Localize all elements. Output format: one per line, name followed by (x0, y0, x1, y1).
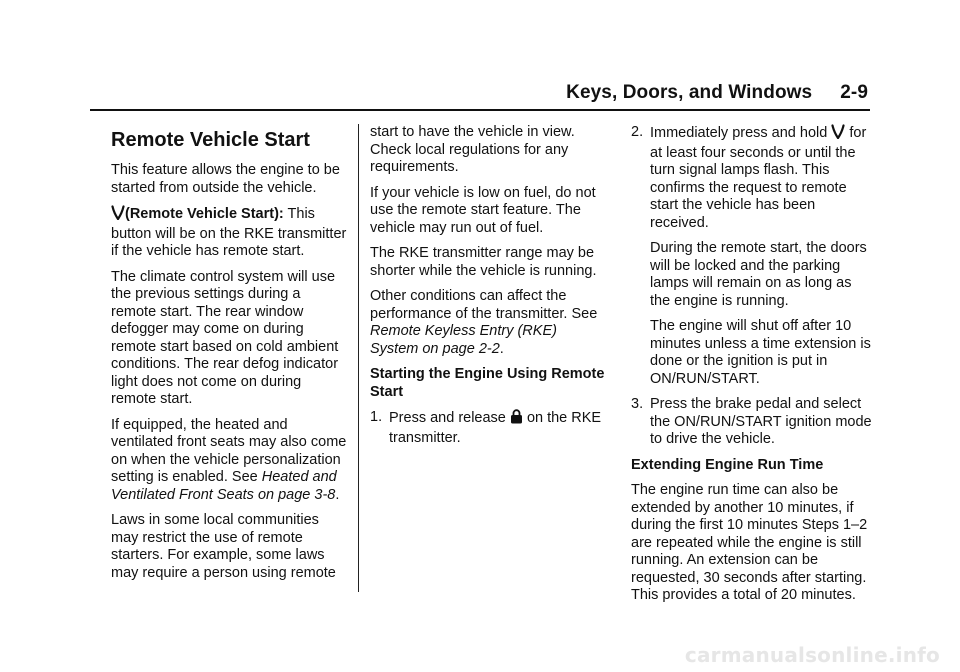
paragraph: If your vehicle is low on fuel, do not use the remote start feature. The vehicle may run out of fuel. (370, 184, 596, 236)
step-text: Press and release (389, 410, 506, 426)
watermark: carmanualsonline.info (684, 643, 940, 667)
section-title: Remote Vehicle Start (111, 129, 310, 151)
period: . (335, 486, 340, 503)
cross-reference: Heated and Ventilated Front Seats on page 3-8 (111, 469, 337, 503)
remote-start-icon (111, 205, 125, 226)
column-3 (631, 124, 875, 613)
header-rule (90, 109, 870, 111)
step-text: for at least four seconds or until the turn signal lamps flash. This confirms the request to remote start the vehicle has been received. (650, 125, 867, 231)
paragraph: start to have the vehicle in view. Check local regulations for any requirements. (370, 124, 575, 175)
subheading: Starting the Engine Using Remote Start (370, 366, 605, 400)
paragraph-text: Other conditions can affect the performance of the transmitter. See (370, 288, 598, 322)
cross-reference: Remote Keyless Entry (RKE) System on page 2-2 (370, 323, 557, 357)
paragraph-text: This button will be on the RKE transmitter if the vehicle has remote start. (111, 206, 347, 259)
column-divider (358, 124, 359, 592)
step-number: 1. (370, 409, 383, 425)
column-1 (111, 124, 347, 590)
paragraph-text: If equipped, the heated and ventilated front seats may also come on when the vehicle personalization setting is enabled. See (111, 416, 347, 485)
lock-icon (510, 409, 523, 430)
remote-start-icon (831, 124, 845, 145)
step-text: Press the brake pedal and select the ON/RUN/START ignition mode to drive the vehicle. (650, 396, 872, 447)
paragraph: The engine will shut off after 10 minutes unless a time extension is done or the ignition is put in ON/RUN/START. (650, 318, 871, 387)
paragraph: The climate control system will use the previous settings during a remote start. The rear window defogger may come on during remote start based on cold ambient conditions. The rear defog indicator light does not come on during remote start. (111, 268, 339, 407)
step-2 (631, 124, 875, 232)
step-number: 2. (631, 124, 644, 140)
step-text: on the RKE transmitter. (389, 410, 602, 446)
paragraph (111, 417, 347, 505)
step-text: Immediately press and hold (650, 125, 828, 141)
remote-start-label: (Remote Vehicle Start): (125, 206, 284, 222)
page-header (0, 82, 868, 104)
paragraph: During the remote start, the doors will be locked and the parking lamps will remain on as long as the engine is running. (650, 240, 867, 309)
paragraph: The engine run time can also be extended by another 10 minutes, if during the first 10 minutes Steps 1–2 are repeated while the engine is still running. An extension can be requested, 30 seconds after starting. This provides a total of 20 minutes. (631, 482, 868, 603)
step-1 (370, 409, 606, 447)
period: . (499, 340, 504, 357)
step-number: 3. (631, 396, 644, 412)
column-2 (370, 124, 606, 455)
paragraph (370, 288, 606, 358)
header-title: Keys, Doors, and Windows (566, 82, 813, 103)
page-number: 2-9 (840, 82, 868, 103)
paragraph: Laws in some local communities may restrict the use of remote starters. For example, some laws may require a person using remote (111, 512, 336, 581)
subheading: Extending Engine Run Time (631, 456, 824, 473)
paragraph: This feature allows the engine to be started from outside the vehicle. (111, 162, 340, 196)
step-3 (631, 396, 875, 449)
paragraph (111, 205, 347, 261)
paragraph: The RKE transmitter range may be shorter while the vehicle is running. (370, 245, 597, 279)
